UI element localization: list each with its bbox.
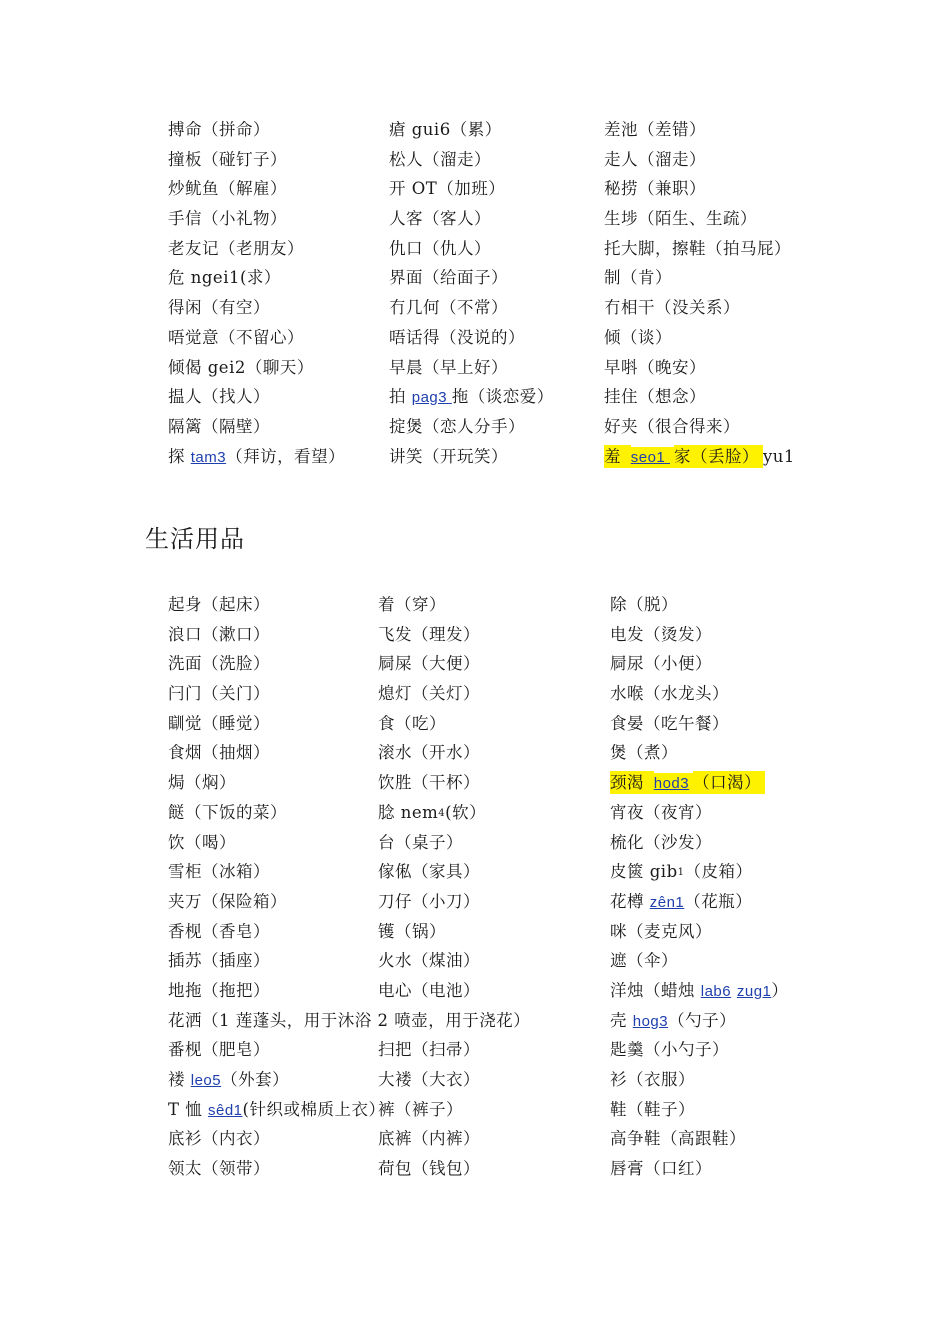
entry-text: 危 ngei1(求） xyxy=(168,268,281,288)
vocab-entry xyxy=(389,383,554,412)
entry-text: 屙屎（大便） xyxy=(378,654,480,674)
entry-text: 唔话得（没说的） xyxy=(389,327,525,347)
entry-text: 倾（谈） xyxy=(604,327,672,347)
entry-text: 煲（煮） xyxy=(610,743,678,763)
vocab-entry xyxy=(168,680,270,708)
entry-text: 高争鞋（高跟鞋） xyxy=(610,1129,746,1149)
vocab-entry xyxy=(168,1096,385,1125)
vocab-entry xyxy=(610,739,678,767)
vocab-entry xyxy=(168,769,236,797)
vocab-entry xyxy=(610,1155,712,1183)
vocab-entry xyxy=(604,413,740,441)
highlighted-text: 颈渴 xyxy=(610,771,654,794)
vocab-entry xyxy=(604,235,791,263)
entry-text: 熄灯（关灯） xyxy=(378,684,480,704)
entry-text: 刀仔（小刀） xyxy=(378,891,480,911)
entry-text: 1 xyxy=(677,867,685,879)
entry-text: 香枧（香皂） xyxy=(168,921,270,941)
entry-text: 地拖（拖把） xyxy=(168,980,270,1000)
entry-text: 拍 xyxy=(389,387,412,407)
entry-text: 番枧（肥皂） xyxy=(168,1040,270,1060)
vocab-entry xyxy=(604,205,757,233)
vocab-entry xyxy=(378,1096,463,1124)
entry-text: 镬（锅） xyxy=(378,921,446,941)
romanization-link[interactable]: zên1 xyxy=(649,893,685,911)
entry-text: 飞发（理发） xyxy=(378,624,480,644)
vocab-entry xyxy=(168,294,270,322)
vocab-entry xyxy=(389,175,505,203)
entry-text: 浪口（漱口） xyxy=(168,624,270,644)
vocab-entry xyxy=(610,918,712,946)
entry-text: 唇膏（口红） xyxy=(610,1159,712,1179)
entry-text: 早唞（晚安） xyxy=(604,357,706,377)
entry-text: 食（吃） xyxy=(378,713,446,733)
vocab-entry xyxy=(610,1007,736,1036)
entry-text: 电发（烫发） xyxy=(610,624,712,644)
vocab-entry xyxy=(168,264,281,292)
vocab-entry xyxy=(168,739,270,767)
vocab-entry xyxy=(168,1125,270,1153)
vocab-entry xyxy=(378,977,480,1005)
entry-text: 花洒（1 莲蓬头，用于沐浴 2 喷壶，用于浇花） xyxy=(168,1010,531,1030)
romanization-link[interactable]: pag3 xyxy=(411,389,452,407)
romanization-link[interactable]: lab6 xyxy=(700,982,732,1000)
vocab-entry xyxy=(168,235,304,263)
entry-text: 领太（领带） xyxy=(168,1159,270,1179)
entry-text: 揾人（找人） xyxy=(168,387,270,407)
entry-text: （外套） xyxy=(221,1070,290,1089)
vocab-entry xyxy=(610,710,729,738)
vocab-entry xyxy=(378,650,480,678)
entry-text: 食晏（吃午餐） xyxy=(610,713,729,733)
vocab-entry xyxy=(610,799,712,827)
entry-text: 早晨（早上好） xyxy=(389,357,508,377)
romanization-link[interactable]: tam3 xyxy=(190,448,227,466)
entry-text: 倾偈 gei2（聊天） xyxy=(168,357,314,377)
entry-text: 宵夜（夜宵） xyxy=(610,802,712,822)
entry-text: 鞋（鞋子） xyxy=(610,1099,695,1119)
vocab-entry xyxy=(389,324,525,352)
vocab-entry xyxy=(610,1096,695,1124)
entry-text: 焗（焖） xyxy=(168,773,236,793)
entry-text: 洋烛（蜡烛 xyxy=(610,980,701,1000)
vocab-entry xyxy=(378,739,480,767)
vocab-entry xyxy=(610,591,678,619)
entry-text: 屙尿（小便） xyxy=(610,654,712,674)
vocab-entry xyxy=(168,1036,270,1064)
vocab-entry xyxy=(378,799,486,828)
vocab-entry xyxy=(168,443,345,472)
vocab-entry xyxy=(604,294,740,322)
entry-text: 洗面（洗脸） xyxy=(168,654,270,674)
entry-text: 得闲（有空） xyxy=(168,298,270,318)
vocab-entry xyxy=(604,175,706,203)
vocab-entry xyxy=(610,1066,695,1094)
romanization-link[interactable]: hog3 xyxy=(632,1012,669,1030)
entry-text: 开 OT（加班） xyxy=(389,179,506,199)
vocab-entry xyxy=(610,888,752,917)
vocab-entry xyxy=(168,977,270,1005)
entry-text: 夹万（保险箱） xyxy=(168,891,287,911)
vocab-entry xyxy=(610,1125,746,1153)
vocab-entry xyxy=(378,680,480,708)
vocab-entry xyxy=(389,443,508,471)
entry-text: 褛 xyxy=(168,1070,191,1089)
entry-text: 插苏（插座） xyxy=(168,951,270,971)
entry-text: 差池（差错） xyxy=(604,120,706,139)
vocab-entry xyxy=(378,1155,480,1183)
entry-text: （拜访，看望） xyxy=(226,446,346,466)
entry-text: 餸（下饭的菜） xyxy=(168,802,287,822)
entry-text: （皮箱） xyxy=(684,862,753,882)
entry-text: 荷包（钱包） xyxy=(378,1159,480,1179)
vocab-entry xyxy=(378,591,446,619)
entry-text: 掟煲（恋人分手） xyxy=(389,416,525,436)
vocab-entry xyxy=(610,977,788,1006)
entry-text: 唔觉意（不留心） xyxy=(168,327,304,347)
entry-text: 好夹（很合得来） xyxy=(604,416,740,436)
entry-text: 人客（客人） xyxy=(389,209,491,229)
entry-text: 4 xyxy=(438,807,446,819)
entry-text: 饮（喝） xyxy=(168,832,236,852)
vocab-entry xyxy=(378,1125,480,1153)
entry-text: 咪（麦克风） xyxy=(610,921,712,941)
vocab-entry xyxy=(168,650,270,678)
vocab-entry xyxy=(378,769,480,797)
vocab-entry xyxy=(378,710,446,738)
vocab-entry xyxy=(610,650,712,678)
vocab-entry xyxy=(389,264,508,292)
entry-text: 仇口（仇人） xyxy=(389,238,491,258)
vocab-entry xyxy=(389,294,508,322)
vocab-entry xyxy=(604,354,706,382)
vocab-entry xyxy=(168,591,270,619)
vocab-entry xyxy=(378,829,463,857)
vocab-entry xyxy=(378,947,480,975)
entry-text: 讲笑（开玩笑） xyxy=(389,446,508,466)
vocab-entry xyxy=(610,680,729,708)
vocab-entry xyxy=(610,829,712,857)
vocab-entry xyxy=(378,621,480,649)
vocab-entry xyxy=(168,621,270,649)
vocab-entry xyxy=(378,1036,480,1064)
entry-text: 滚水（开水） xyxy=(378,743,480,763)
entry-text: 撞板（碰钉子） xyxy=(168,149,287,169)
entry-text: 冇几何（不常） xyxy=(389,298,508,318)
entry-text: 火水（煤油） xyxy=(378,951,480,971)
entry-text: 傢俬（家具） xyxy=(378,862,480,882)
section-heading: 生活用品 xyxy=(145,525,245,553)
vocab-entry xyxy=(604,443,795,472)
entry-text: 探 xyxy=(168,446,191,466)
vocab-entry xyxy=(168,383,270,411)
entry-text: （花瓶） xyxy=(684,891,753,911)
entry-text: yu1 xyxy=(762,446,795,466)
entry-text: ） xyxy=(771,980,789,1000)
vocab-entry xyxy=(604,324,672,352)
entry-text: 裤（裤子） xyxy=(378,1099,463,1119)
vocab-entry xyxy=(168,1155,270,1183)
vocab-entry xyxy=(168,1066,289,1095)
vocab-entry xyxy=(168,205,287,233)
entry-text: 瘡 gui6（累） xyxy=(389,120,502,139)
vocab-entry xyxy=(378,918,446,946)
vocab-entry xyxy=(604,264,672,292)
entry-text: 饮胜（干杯） xyxy=(378,773,480,793)
vocab-entry xyxy=(389,116,502,144)
entry-text: 电心（电池） xyxy=(378,980,480,1000)
vocab-entry xyxy=(168,146,287,174)
entry-text: （勺子） xyxy=(668,1010,737,1030)
entry-text: 水喉（水龙头） xyxy=(610,684,729,704)
entry-text: 衫（衣服） xyxy=(610,1070,695,1089)
entry-text: 底衫（内衣） xyxy=(168,1129,270,1149)
vocab-entry xyxy=(168,710,270,738)
entry-text: 腍 nem xyxy=(378,802,439,822)
vocab-entry xyxy=(378,1066,480,1094)
vocab-entry xyxy=(610,621,712,649)
entry-text: 冇相干（没关系） xyxy=(604,298,740,318)
entry-text: 壳 xyxy=(610,1010,633,1030)
vocab-entry xyxy=(610,1036,729,1064)
entry-text: 匙羹（小勺子） xyxy=(610,1040,729,1060)
romanization-link[interactable]: seo1 xyxy=(631,447,674,468)
vocab-entry xyxy=(168,918,270,946)
vocab-entry xyxy=(168,799,287,827)
vocab-entry xyxy=(168,175,287,203)
vocab-entry xyxy=(389,413,525,441)
vocab-entry xyxy=(168,829,236,857)
vocab-entry xyxy=(604,383,706,411)
vocab-entry xyxy=(389,235,491,263)
romanization-link[interactable]: sêd1 xyxy=(208,1101,243,1119)
entry-text: 制（肯） xyxy=(604,268,672,288)
romanization-link[interactable]: hod3 xyxy=(654,773,693,794)
entry-text: 生埗（陌生、生疏） xyxy=(604,209,757,229)
entry-text: T 恤 xyxy=(168,1099,208,1119)
vocab-entry xyxy=(604,116,706,144)
vocab-entry xyxy=(168,354,314,382)
vocab-entry xyxy=(389,205,491,233)
entry-text: (软） xyxy=(445,802,487,822)
entry-text: 底裤（内裤） xyxy=(378,1129,480,1149)
entry-text: 挂住（想念） xyxy=(604,387,706,407)
entry-text: 闩门（关门） xyxy=(168,684,270,704)
entry-text: 花樽 xyxy=(610,891,650,911)
vocab-entry xyxy=(168,116,270,144)
romanization-link[interactable]: zug1 xyxy=(736,982,772,1000)
vocab-entry xyxy=(168,858,270,886)
highlighted-text: 家（丢脸） xyxy=(674,445,763,468)
highlighted-text: 羞 xyxy=(604,445,631,468)
vocab-entry xyxy=(378,888,480,916)
entry-text: 拖（谈恋爱） xyxy=(451,387,554,407)
entry-text: 隔篱（隔壁） xyxy=(168,416,270,436)
vocab-entry xyxy=(389,146,491,174)
entry-text: 着（穿） xyxy=(378,595,446,614)
entry-text: 除（脱） xyxy=(610,595,678,614)
entry-text: 秘捞（兼职） xyxy=(604,179,706,199)
entry-text: 老友记（老朋友） xyxy=(168,238,304,258)
entry-text: 遮（伞） xyxy=(610,951,678,971)
vocab-entry xyxy=(168,324,304,352)
entry-text: 食烟（抽烟） xyxy=(168,743,270,763)
entry-text: 炒鱿鱼（解雇） xyxy=(168,179,287,199)
entry-text: 松人（溜走） xyxy=(389,149,491,169)
entry-text: 手信（小礼物） xyxy=(168,209,287,229)
entry-text: 梳化（沙发） xyxy=(610,832,712,852)
vocab-entry xyxy=(378,858,480,886)
vocab-entry xyxy=(610,769,765,798)
entry-text: 雪柜（冰箱） xyxy=(168,862,270,882)
vocab-entry xyxy=(604,146,706,174)
entry-text: 搏命（拼命） xyxy=(168,120,270,139)
entry-text: (针织或棉质上衣） xyxy=(242,1099,386,1119)
entry-text: 走人（溜走） xyxy=(604,149,706,169)
vocab-entry xyxy=(168,888,287,916)
vocab-entry xyxy=(610,947,678,975)
romanization-link[interactable]: leo5 xyxy=(190,1072,222,1089)
entry-text: 扫把（扫帚） xyxy=(378,1040,480,1060)
vocab-entry xyxy=(610,858,753,887)
entry-text: 皮篋 gib xyxy=(610,862,678,882)
vocab-entry xyxy=(389,354,508,382)
entry-text: 界面（给面子） xyxy=(389,268,508,288)
entry-text: 台（桌子） xyxy=(378,832,463,852)
entry-text: 起身（起床） xyxy=(168,595,270,614)
highlighted-text: （口渴） xyxy=(693,771,765,794)
entry-text: 托大脚，擦鞋（拍马屁） xyxy=(604,238,791,258)
vocab-entry xyxy=(168,413,270,441)
vocab-entry xyxy=(168,1007,530,1035)
entry-text: 大褛（大衣） xyxy=(378,1070,480,1089)
vocab-entry xyxy=(168,947,270,975)
entry-text: 瞓觉（睡觉） xyxy=(168,713,270,733)
